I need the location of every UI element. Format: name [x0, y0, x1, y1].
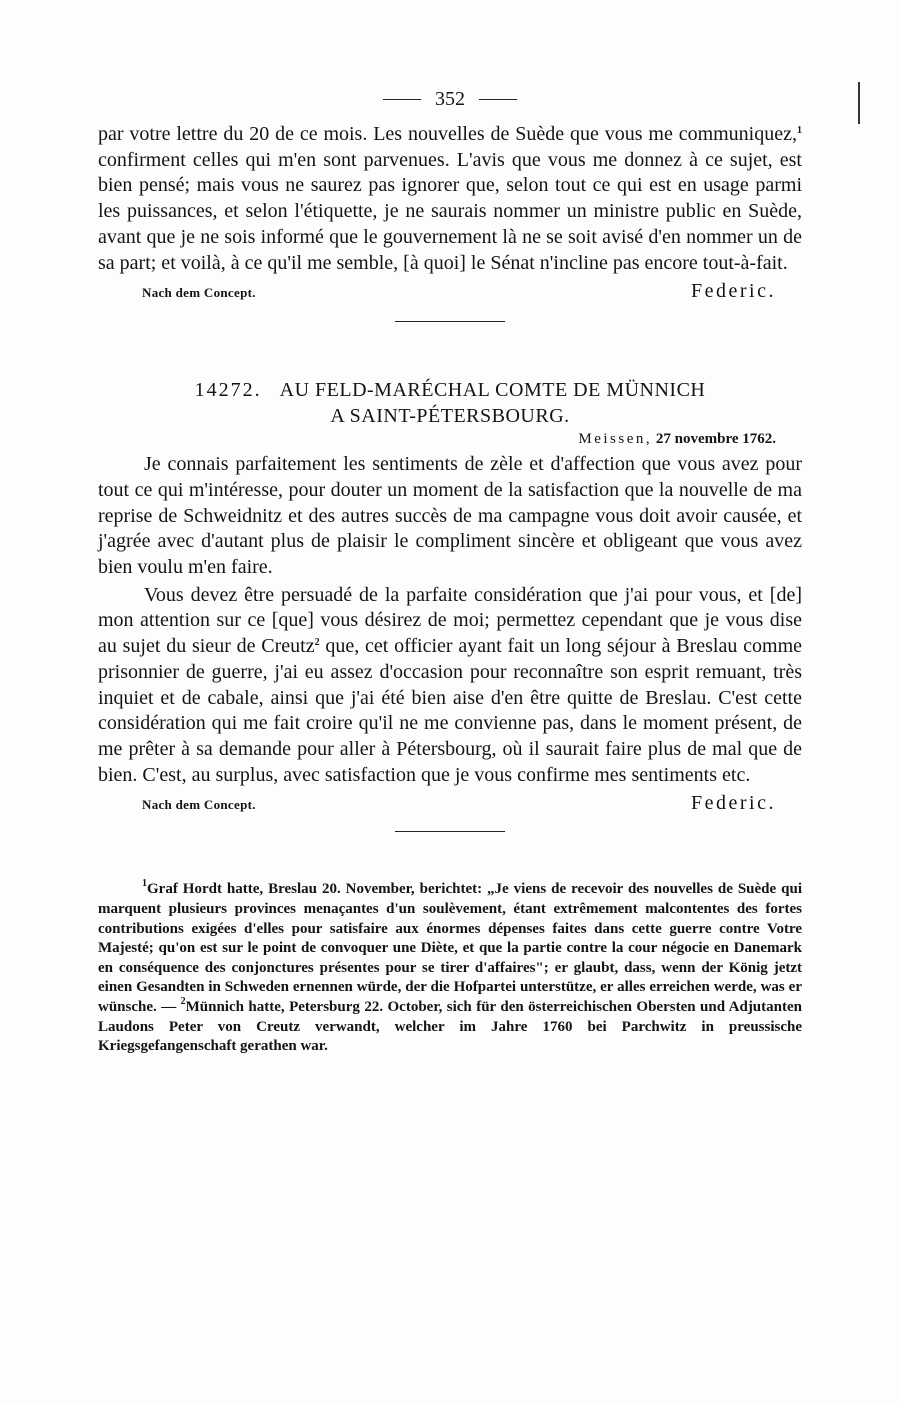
- footnotes: [98, 880, 802, 1056]
- source-note: Nach dem Concept.: [142, 285, 256, 301]
- footnote-1-text: Graf Hordt hatte, Breslau 20. November, berichtet: „Je viens de recevoir des nouvelles de Suède qui marquent plusieurs provinces menaçantes d'un soulèvement, étant extrêmement malcontentes des fortes contributions exigées d'elles pour satisfaire aux énormes dépenses faites dans cette guerre contre Votre Majesté; qu'on est sur le point de convoquer une Diète, et que la partie contre la cour négocie en Danemark en conséquence des conjonctures présentes pour se tirer d'affaires"; er glaubt, dass, wenn der König jetzt einen Gesandten in Schweden ernennen würde, der die Hofpartei unterstütze, er alles erreichen werde, was er wünsche. —: [98, 881, 802, 1015]
- previous-letter-text: par votre lettre du 20 de ce mois. Les nouvelles de Suède que vous me communiquez,$^1$ confirment celles qui m'en sont parvenues. L'avis que vous me donnez à ce sujet, est bien pensé; mais vous ne saurez pas ignorer que, selon tout ce qui est en usage parmi les puissances, et selon l'étiquette, je ne saurais nommer un ministre public en Suède, avant que je ne sois informé que le gouvernement là ne se soit avisé d'en nommer un de sa part; et voilà, à ce qu'il me semble, [à quoi] le Sénat n'incline pas encore tout-à-fait.: [98, 123, 802, 274]
- signature: Federic.: [691, 280, 776, 303]
- page-number: 352: [435, 88, 465, 110]
- letter-body: [98, 452, 802, 788]
- letter-heading: [98, 377, 802, 429]
- header-dash-left: [383, 99, 421, 100]
- footnote-mark-1: 1: [142, 878, 147, 890]
- letter-paragraph-1: Je connais parfaitement les sentiments de zèle et d'affection que vous avez pour tout ce qui m'intéresse, pour douter un moment de la satisfaction que la nouvelle de ma reprise de Schweidnitz et des autres succès de ma campagne vous doit avoir causée, et j'agrée avec d'autant plus de plaisir le compliment sincère et obligeant que vous avez bien voulu m'en faire.: [98, 453, 802, 579]
- letter-closing: [142, 792, 776, 815]
- footnote-2-text: Münnich hatte, Petersburg 22. October, sich für den österreichischen Obersten und Adjutanten Laudons Peter von Creutz verwandt, welcher im Jahre 1760 bei Parchwitz in preussische Kriegsgefangenschaft gerathen war.: [98, 998, 802, 1055]
- dateline-date: 27 novembre 1762.: [655, 431, 776, 448]
- dateline-place: Meissen,: [578, 431, 653, 448]
- page-header: [98, 84, 802, 114]
- letter-number: 14272.: [194, 379, 262, 402]
- header-dash-right: [479, 99, 517, 100]
- source-note: Nach dem Concept.: [142, 797, 256, 813]
- section-divider: [395, 321, 505, 322]
- letter-heading-line2: A SAINT-PÉTERSBOURG.: [330, 405, 570, 428]
- previous-letter-closing: [142, 280, 776, 303]
- margin-rule-mark: [858, 82, 860, 124]
- section-divider: [395, 831, 505, 832]
- footnote-mark-2: 2: [180, 995, 186, 1007]
- page: [98, 84, 802, 1057]
- letter-paragraph-2: Vous devez être persuadé de la parfaite considération que j'ai pour vous, et [de] mon attention sur ce [que] vous désirez de moi; permettez cependant que je vous dise au sujet du sieur de Creutz$^2$ que, cet officier ayant fait un long séjour à Breslau comme prisonnier de guerre, j'ai eu assez d'occasion pour reconnaître son esprit remuant, très inquiet et de cabale, ainsi que j'ai été bien aise d'en être quitte de Breslau. C'est cette considération qui me fait croire qu'il ne me convienne pas, dans le moment présent, de me prêter à sa demande pour aller à Pétersbourg, où il saurait faire plus de mal que de bien. C'est, au surplus, avec satisfaction que je vous confirme mes sentiments etc.: [98, 583, 803, 786]
- dateline: [98, 431, 776, 448]
- letter-heading-line1: 14272. AU FELD-MARÉCHAL COMTE DE MÜNNICH: [194, 379, 706, 402]
- footnote-ref-2: 2: [314, 637, 320, 649]
- footnote-ref-1: 1: [797, 125, 802, 136]
- previous-letter-end: [98, 122, 802, 276]
- signature: Federic.: [691, 792, 776, 815]
